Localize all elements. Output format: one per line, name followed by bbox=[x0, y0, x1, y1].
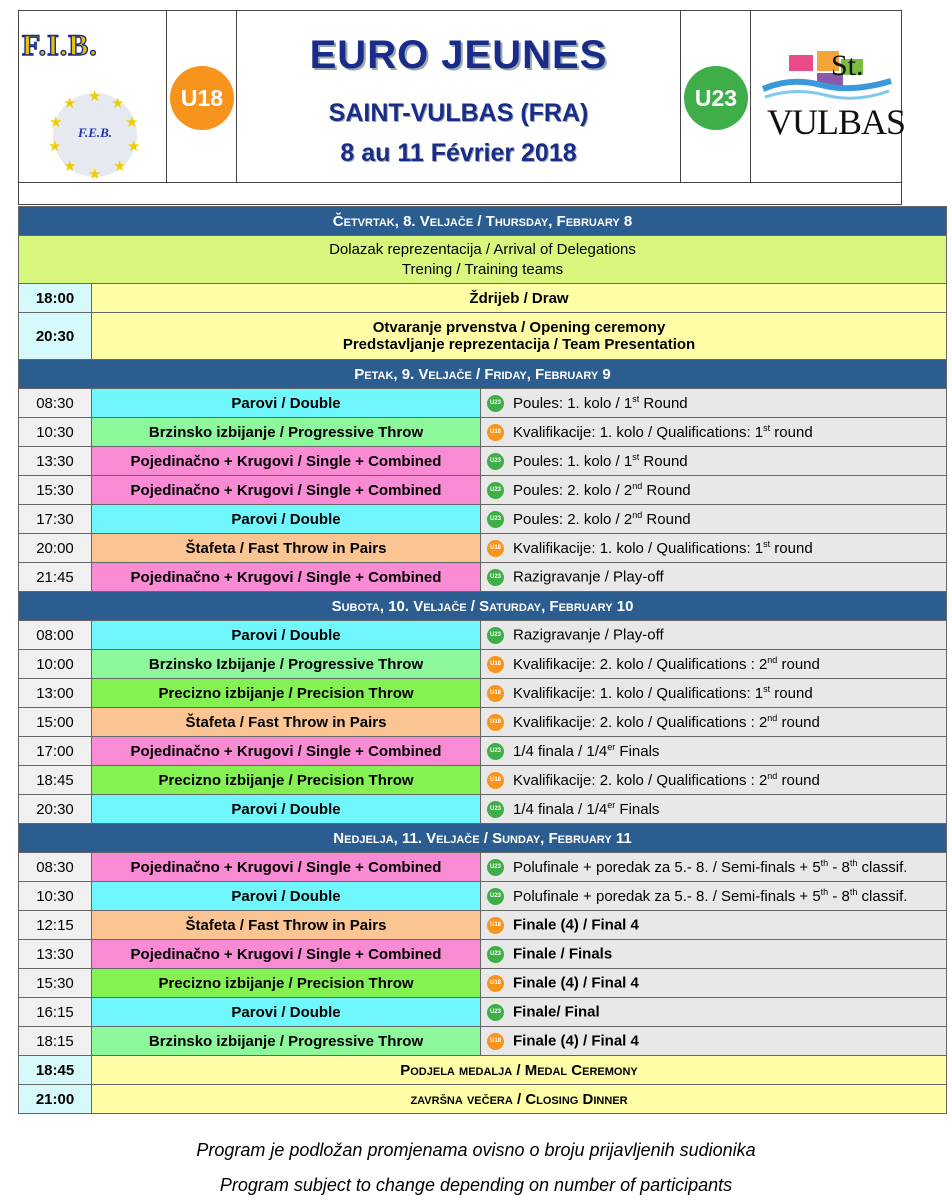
round-main: Poules: 1. kolo / 1 bbox=[513, 452, 633, 470]
special-event bbox=[92, 284, 947, 313]
round-text bbox=[513, 453, 688, 470]
row-round bbox=[481, 940, 947, 969]
day-header bbox=[19, 360, 947, 389]
round-tail: Round bbox=[639, 452, 688, 470]
category-badge: U18 bbox=[487, 917, 504, 934]
row-time: 15:30 bbox=[19, 969, 92, 998]
row-event: Precizno izbijanje / Precision Throw bbox=[92, 766, 481, 795]
row-round bbox=[481, 737, 947, 766]
row-event: Parovi / Double bbox=[92, 795, 481, 824]
row-round bbox=[481, 505, 947, 534]
closing-text: Podjela medalja / Medal Ceremony bbox=[400, 1061, 638, 1079]
closing-event bbox=[92, 1056, 947, 1085]
row-round bbox=[481, 389, 947, 418]
schedule-row bbox=[19, 708, 947, 737]
row-round bbox=[481, 708, 947, 737]
round-main: Finale/ Final bbox=[513, 1003, 600, 1021]
round-text bbox=[513, 1033, 639, 1050]
row-time: 18:45 bbox=[19, 1056, 92, 1085]
category-badge: U18 bbox=[487, 975, 504, 992]
row-event: Precizno izbijanje / Precision Throw bbox=[92, 969, 481, 998]
saint-vulbas-logo-st: St. bbox=[831, 49, 864, 82]
row-time: 21:00 bbox=[19, 1085, 92, 1114]
round-text bbox=[513, 685, 813, 702]
schedule-row bbox=[19, 969, 947, 998]
row-round bbox=[481, 476, 947, 505]
round-text bbox=[513, 801, 659, 818]
row-event: Brzinsko izbijanje / Progressive Throw bbox=[92, 1027, 481, 1056]
round-text bbox=[513, 975, 639, 992]
schedule-row bbox=[19, 1027, 947, 1056]
row-time: 08:30 bbox=[19, 389, 92, 418]
round-sup: th bbox=[820, 857, 829, 868]
round-sup: nd bbox=[632, 480, 643, 491]
round-tail: round bbox=[770, 539, 813, 557]
round-sup: st bbox=[632, 393, 640, 404]
round-sup: st bbox=[763, 683, 771, 694]
round-sup: nd bbox=[632, 509, 643, 520]
row-time: 12:15 bbox=[19, 911, 92, 940]
round-tail: Round bbox=[639, 394, 688, 412]
arrival-line: Trening / Training teams bbox=[401, 260, 564, 278]
category-badge: U18 bbox=[487, 540, 504, 557]
day-title: Petak, 9. Veljače / Friday, February 9 bbox=[354, 365, 611, 383]
round-main: Finale / Finals bbox=[513, 945, 613, 963]
category-badge: U18 bbox=[487, 714, 504, 731]
row-event: Parovi / Double bbox=[92, 882, 481, 911]
title-cell bbox=[237, 11, 681, 182]
schedule-row bbox=[19, 505, 947, 534]
round-text bbox=[513, 627, 664, 644]
row-event: Parovi / Double bbox=[92, 998, 481, 1027]
row-time: 21:45 bbox=[19, 563, 92, 592]
row-time: 10:00 bbox=[19, 650, 92, 679]
day-header-row bbox=[19, 824, 947, 853]
round-text bbox=[513, 917, 639, 934]
schedule-row bbox=[19, 737, 947, 766]
u23-badge-cell bbox=[681, 11, 751, 182]
schedule-row bbox=[19, 940, 947, 969]
row-time: 08:30 bbox=[19, 853, 92, 882]
closing-text: završna večera / Closing Dinner bbox=[410, 1090, 628, 1108]
row-round bbox=[481, 1027, 947, 1056]
category-badge: U23 bbox=[487, 482, 504, 499]
round-tail: round bbox=[770, 684, 813, 702]
special-event bbox=[92, 313, 947, 360]
u18-badge: U18 bbox=[170, 66, 234, 130]
round-main: Kvalifikacije: 1. kolo / Qualifications: 1 bbox=[513, 423, 764, 441]
row-event: Pojedinačno + Krugovi / Single + Combined bbox=[92, 447, 481, 476]
round-text bbox=[513, 1004, 600, 1021]
round-tail: Finals bbox=[615, 742, 660, 760]
round-main: Razigravanje / Play-off bbox=[513, 568, 664, 586]
schedule-row bbox=[19, 476, 947, 505]
round-tail-2: classif. bbox=[857, 858, 908, 876]
round-main: Kvalifikacije: 1. kolo / Qualifications: 1 bbox=[513, 684, 764, 702]
header-box bbox=[18, 10, 906, 205]
row-event: Pojedinačno + Krugovi / Single + Combined bbox=[92, 853, 481, 882]
round-text bbox=[513, 511, 691, 528]
row-event: Precizno izbijanje / Precision Throw bbox=[92, 679, 481, 708]
closing-row bbox=[19, 1056, 947, 1085]
round-text bbox=[513, 859, 907, 876]
row-round bbox=[481, 998, 947, 1027]
round-main: 1/4 finala / 1/4 bbox=[513, 742, 608, 760]
category-badge: U23 bbox=[487, 569, 504, 586]
round-main: 1/4 finala / 1/4 bbox=[513, 800, 608, 818]
arrival-line: Dolazak reprezentacija / Arrival of Delegations bbox=[329, 240, 636, 258]
round-tail: round bbox=[777, 771, 820, 789]
special-line: Predstavljanje reprezentacija / Team Presentation bbox=[342, 336, 696, 353]
row-event: Pojedinačno + Krugovi / Single + Combined bbox=[92, 563, 481, 592]
schedule-row bbox=[19, 911, 947, 940]
row-time: 16:15 bbox=[19, 998, 92, 1027]
round-text bbox=[513, 888, 907, 905]
row-time: 08:00 bbox=[19, 621, 92, 650]
round-sup: er bbox=[607, 741, 616, 752]
schedule-row bbox=[19, 389, 947, 418]
special-line: Ždrijeb / Draw bbox=[469, 289, 569, 307]
round-sup-2: th bbox=[849, 886, 858, 897]
row-time: 17:30 bbox=[19, 505, 92, 534]
category-badge: U18 bbox=[487, 1033, 504, 1050]
row-time: 13:30 bbox=[19, 940, 92, 969]
schedule-row bbox=[19, 853, 947, 882]
round-main: Kvalifikacije: 2. kolo / Qualifications : 2 bbox=[513, 713, 768, 731]
row-time: 20:00 bbox=[19, 534, 92, 563]
row-time: 17:00 bbox=[19, 737, 92, 766]
category-badge: U23 bbox=[487, 395, 504, 412]
row-event: Pojedinačno + Krugovi / Single + Combined bbox=[92, 737, 481, 766]
round-text bbox=[513, 569, 664, 586]
day-header-row bbox=[19, 360, 947, 389]
row-event: Pojedinačno + Krugovi / Single + Combined bbox=[92, 476, 481, 505]
category-badge: U23 bbox=[487, 859, 504, 876]
row-round bbox=[481, 534, 947, 563]
row-round bbox=[481, 795, 947, 824]
round-main: Poules: 2. kolo / 2 bbox=[513, 481, 633, 499]
row-event: Brzinsko izbijanje / Progressive Throw bbox=[92, 418, 481, 447]
round-tail-2: classif. bbox=[857, 887, 908, 905]
day-header-row bbox=[19, 207, 947, 236]
round-sup: nd bbox=[767, 770, 778, 781]
round-text bbox=[513, 714, 820, 731]
schedule-row bbox=[19, 563, 947, 592]
schedule-row bbox=[19, 621, 947, 650]
row-time: 10:30 bbox=[19, 882, 92, 911]
day-title: Subota, 10. Veljače / Saturday, February 10 bbox=[331, 597, 634, 615]
round-text bbox=[513, 540, 813, 557]
round-tail: round bbox=[777, 655, 820, 673]
row-time: 18:45 bbox=[19, 766, 92, 795]
row-event: Brzinsko Izbijanje / Progressive Throw bbox=[92, 650, 481, 679]
schedule-row bbox=[19, 534, 947, 563]
round-main: Kvalifikacije: 2. kolo / Qualifications : 2 bbox=[513, 771, 768, 789]
row-round bbox=[481, 969, 947, 998]
round-tail: - 8 bbox=[828, 887, 850, 905]
schedule-row bbox=[19, 795, 947, 824]
footer-note-en: Program subject to change depending on number of participants bbox=[219, 1175, 733, 1195]
schedule-row bbox=[19, 679, 947, 708]
round-sup: st bbox=[763, 538, 771, 549]
special-row bbox=[19, 284, 947, 313]
u23-badge: U23 bbox=[684, 66, 748, 130]
row-event: Pojedinačno + Krugovi / Single + Combined bbox=[92, 940, 481, 969]
round-main: Finale (4) / Final 4 bbox=[513, 974, 639, 992]
row-round bbox=[481, 418, 947, 447]
round-sup: st bbox=[763, 422, 771, 433]
row-round bbox=[481, 882, 947, 911]
row-time: 18:15 bbox=[19, 1027, 92, 1056]
round-text bbox=[513, 656, 820, 673]
round-sup: nd bbox=[767, 712, 778, 723]
row-event: Parovi / Double bbox=[92, 389, 481, 418]
schedule-row bbox=[19, 998, 947, 1027]
saint-vulbas-logo-text: VULBAS bbox=[767, 102, 906, 142]
round-sup-2: th bbox=[849, 857, 858, 868]
row-event: Štafeta / Fast Throw in Pairs bbox=[92, 534, 481, 563]
category-badge: U18 bbox=[487, 656, 504, 673]
category-badge: U23 bbox=[487, 743, 504, 760]
round-tail: - 8 bbox=[828, 858, 850, 876]
row-event: Štafeta / Fast Throw in Pairs bbox=[92, 911, 481, 940]
round-tail: Round bbox=[642, 481, 691, 499]
category-badge: U18 bbox=[487, 685, 504, 702]
category-badge: U18 bbox=[487, 772, 504, 789]
category-badge: U23 bbox=[487, 511, 504, 528]
round-text bbox=[513, 482, 691, 499]
federation-logos bbox=[19, 11, 167, 182]
category-badge: U23 bbox=[487, 453, 504, 470]
round-sup: er bbox=[607, 799, 616, 810]
day-header-row bbox=[19, 592, 947, 621]
fib-logo: F.I.B. bbox=[22, 29, 98, 62]
schedule-row bbox=[19, 418, 947, 447]
row-event: Štafeta / Fast Throw in Pairs bbox=[92, 708, 481, 737]
round-tail: round bbox=[770, 423, 813, 441]
round-sup: th bbox=[820, 886, 829, 897]
event-dates: 8 au 11 Février 2018 bbox=[340, 139, 577, 167]
closing-event bbox=[92, 1085, 947, 1114]
category-badge: U23 bbox=[487, 888, 504, 905]
closing-row bbox=[19, 1085, 947, 1114]
round-main: Kvalifikacije: 1. kolo / Qualifications: 1 bbox=[513, 539, 764, 557]
arrival-cell bbox=[19, 236, 947, 284]
round-text bbox=[513, 946, 612, 963]
row-event: Parovi / Double bbox=[92, 621, 481, 650]
row-time: 20:30 bbox=[19, 313, 92, 360]
day-title: Nedjelja, 11. Veljače / Sunday, February 11 bbox=[333, 829, 632, 847]
round-tail: Finals bbox=[615, 800, 660, 818]
row-round bbox=[481, 447, 947, 476]
category-badge: U23 bbox=[487, 946, 504, 963]
day-header bbox=[19, 592, 947, 621]
round-main: Finale (4) / Final 4 bbox=[513, 1032, 639, 1050]
day-title: Četvrtak, 8. Veljače / Thursday, February 8 bbox=[332, 212, 633, 230]
arrival-row bbox=[19, 236, 947, 284]
round-main: Kvalifikacije: 2. kolo / Qualifications : 2 bbox=[513, 655, 768, 673]
row-time: 13:00 bbox=[19, 679, 92, 708]
schedule-row bbox=[19, 882, 947, 911]
row-time: 15:00 bbox=[19, 708, 92, 737]
u18-badge-cell bbox=[167, 11, 237, 182]
category-badge: U18 bbox=[487, 424, 504, 441]
round-main: Polufinale + poredak za 5.- 8. / Semi-finals + 5 bbox=[513, 858, 821, 876]
category-badge: U23 bbox=[487, 627, 504, 644]
row-round bbox=[481, 650, 947, 679]
category-badge: U23 bbox=[487, 1004, 504, 1021]
row-time: 10:30 bbox=[19, 418, 92, 447]
row-round bbox=[481, 766, 947, 795]
round-main: Razigravanje / Play-off bbox=[513, 626, 664, 644]
sponsor-logo-cell bbox=[751, 11, 906, 182]
saint-vulbas-logo bbox=[761, 49, 906, 149]
row-round bbox=[481, 621, 947, 650]
schedule-row bbox=[19, 447, 947, 476]
row-round bbox=[481, 911, 947, 940]
round-main: Polufinale + poredak za 5.- 8. / Semi-finals + 5 bbox=[513, 887, 821, 905]
round-main: Poules: 1. kolo / 1 bbox=[513, 394, 633, 412]
row-event: Parovi / Double bbox=[92, 505, 481, 534]
round-main: Finale (4) / Final 4 bbox=[513, 916, 639, 934]
feb-logo: ★ ★ ★ ★ ★ ★ ★ ★ ★ ★ F.E.B. bbox=[48, 88, 141, 183]
round-tail: Round bbox=[642, 510, 691, 528]
round-sup: st bbox=[632, 451, 640, 462]
row-round bbox=[481, 563, 947, 592]
round-main: Poules: 2. kolo / 2 bbox=[513, 510, 633, 528]
footer-note-hr: Program je podložan promjenama ovisno o broju prijavljenih sudionika bbox=[196, 1140, 756, 1160]
round-text bbox=[513, 772, 820, 789]
schedule-row bbox=[19, 766, 947, 795]
day-header bbox=[19, 824, 947, 853]
category-badge: U23 bbox=[487, 801, 504, 818]
round-text bbox=[513, 395, 688, 412]
round-text bbox=[513, 743, 659, 760]
row-round bbox=[481, 853, 947, 882]
schedule-row bbox=[19, 650, 947, 679]
event-location: SAINT-VULBAS (FRA) bbox=[328, 99, 589, 127]
row-time: 13:30 bbox=[19, 447, 92, 476]
special-row bbox=[19, 313, 947, 360]
special-line: Otvaranje prvenstva / Opening ceremony bbox=[372, 319, 666, 336]
row-time: 18:00 bbox=[19, 284, 92, 313]
day-header bbox=[19, 207, 947, 236]
event-title: EURO JEUNES bbox=[309, 33, 608, 77]
round-sup: nd bbox=[767, 654, 778, 665]
row-round bbox=[481, 679, 947, 708]
round-tail: round bbox=[777, 713, 820, 731]
schedule-table bbox=[18, 206, 947, 1114]
row-time: 15:30 bbox=[19, 476, 92, 505]
row-time: 20:30 bbox=[19, 795, 92, 824]
feb-logo-text: F.E.B. bbox=[77, 125, 113, 140]
round-text bbox=[513, 424, 813, 441]
